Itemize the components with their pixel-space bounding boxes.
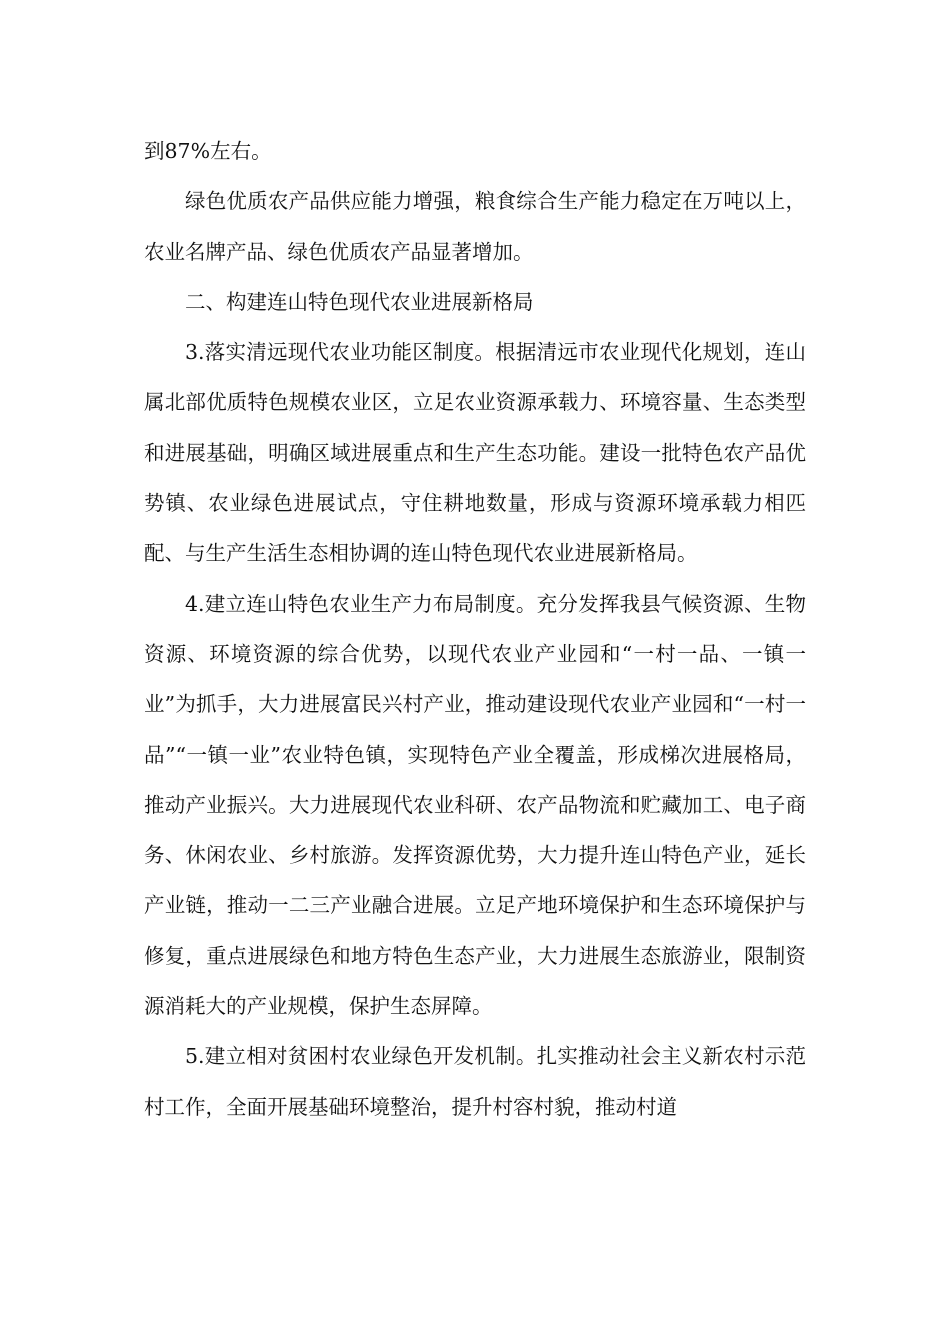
paragraph-item-5: 5.建立相对贫困村农业绿色开发机制。扎实推动社会主义新农村示范村工作，全面开展基础环境整治，提升村容村貌，推动村道	[144, 1044, 806, 1119]
paragraph-green-products: 绿色优质农产品供应能力增强，粮食综合生产能力稳定在万吨以上，农业名牌产品、绿色优质农产品显著增加。	[144, 189, 806, 264]
document-page	[144, 126, 806, 1132]
paragraph-item-4: 4.建立连山特色农业生产力布局制度。充分发挥我县气候资源、生物资源、环境资源的综合优势，以现代农业产业园和“一村一品、一镇一业”为抓手，大力进展富民兴村产业，推动建设现代农业产业园和“一村一品”“一镇一业”农业特色镇，实现特色产业全覆盖，形成梯次进展格局，推动产业振兴。大力进展现代农业科研、农产品物流和贮藏加工、电子商务、休闲农业、乡村旅游。发挥资源优势，大力提升连山特色产业，延长产业链，推动一二三产业融合进展。立足产地环境保护和生态环境保护与修复，重点进展绿色和地方特色生态产业，大力进展生态旅游业，限制资源消耗大的产业规模，保护生态屏障。	[144, 591, 806, 1019]
paragraph-continuation: 到87%左右。	[144, 139, 272, 163]
paragraph-item-3: 3.落实清远现代农业功能区制度。根据清远市农业现代化规划，连山属北部优质特色规模农业区，立足农业资源承载力、环境容量、生态类型和进展基础，明确区域进展重点和生产生态功能。建设一批特色农产品优势镇、农业绿色进展试点，守住耕地数量，形成与资源环境承载力相匹配、与生产生活生态相协调的连山特色现代农业进展新格局。	[144, 340, 806, 566]
section-heading: 二、构建连山特色现代农业进展新格局	[185, 289, 534, 314]
